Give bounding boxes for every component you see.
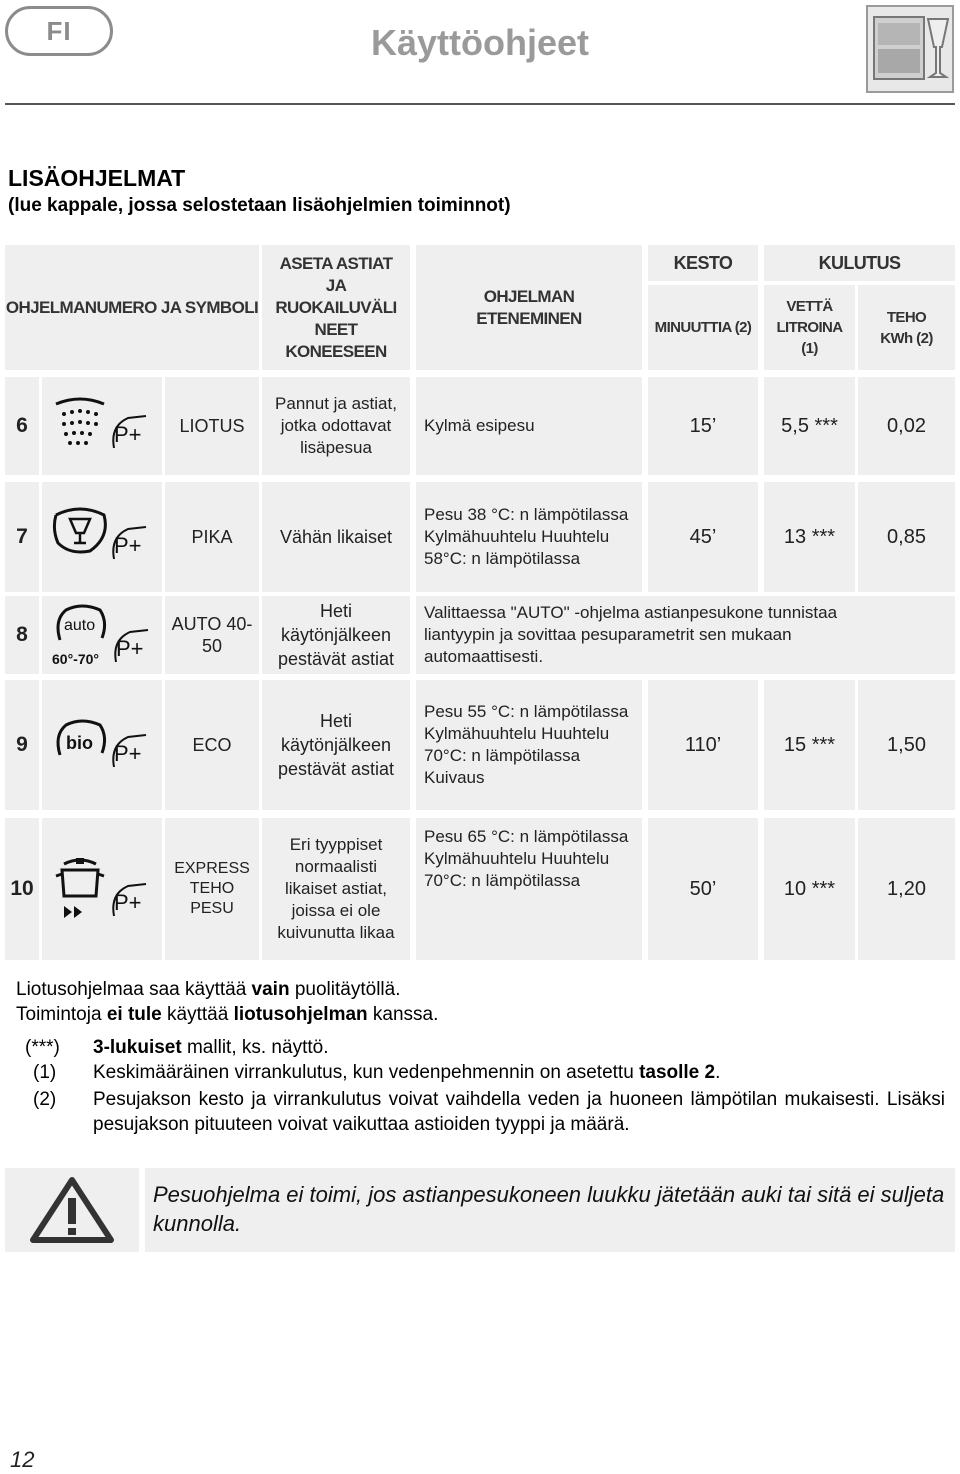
program-number: 7 <box>5 482 39 592</box>
duration-minutes: 15’ <box>648 377 758 475</box>
dishwasher-glass-illustration <box>866 5 954 93</box>
power-kwh: 0,85 <box>858 482 955 592</box>
svg-text:P+: P+ <box>114 890 142 915</box>
header-minutes: MINUUTTIA (2) <box>648 285 758 370</box>
power-kwh: 0,02 <box>858 377 955 475</box>
pot-fast-forward-icon <box>56 858 104 918</box>
program-name: LIOTUS <box>165 377 259 475</box>
warning-icon <box>5 1168 139 1252</box>
footnote-marker-stars: (***) <box>25 1037 60 1058</box>
svg-text:auto: auto <box>64 617 96 634</box>
header-program: OHJELMANUMERO JA SYMBOLI <box>5 245 259 370</box>
program-number: 8 <box>5 596 39 674</box>
language-badge: FI <box>5 6 113 56</box>
note-functions: Toimintoja ei tule käyttää liotusohjelman kanssa. <box>16 1004 439 1025</box>
footnote-marker-2: (2) <box>33 1089 57 1110</box>
auto-60-70-icon <box>52 606 105 667</box>
p-plus-icon <box>113 527 146 559</box>
bio-icon <box>58 721 105 755</box>
svg-text:60°-70°: 60°-70° <box>52 651 100 667</box>
program-name: ECO <box>165 680 259 810</box>
program-progress: Kylmä esipesu <box>416 377 642 475</box>
program-progress: Pesu 65 °C: n lämpötilassa Kylmähuuhtelu Huuhtelu 70°C: n lämpötilassa <box>416 818 642 960</box>
load-description: Heti käytönjälkeen pestävät astiat <box>262 596 410 674</box>
p-plus-icon <box>113 416 146 448</box>
document-title: Käyttöohjeet <box>370 22 590 63</box>
program-number: 9 <box>5 680 39 810</box>
program-symbol <box>42 377 162 475</box>
section-subtitle: (lue kappale, jossa selostetaan lisäohjelmien toiminnot) <box>8 195 511 216</box>
svg-text:P+: P+ <box>114 533 142 558</box>
load-description: Pannut ja astiat, jotka odottavat lisäpesua <box>262 377 410 475</box>
water-liters: 5,5 *** <box>764 377 855 475</box>
footnote-2: Pesujakson kesto ja virrankulutus voivat vaihdella veden ja huoneen lämpötilan mukaisesti. Lisäksi pesujakson pituuteen voivat vaikuttaa astioiden tyyppi ja määrä. <box>93 1089 945 1135</box>
program-name: AUTO 40-50 <box>165 596 259 674</box>
footnote-stars: 3-lukuiset mallit, ks. näyttö. <box>93 1037 329 1058</box>
power-kwh: 1,20 <box>858 818 955 960</box>
program-number: 6 <box>5 377 39 475</box>
duration-minutes: 45’ <box>648 482 758 592</box>
duration-minutes: 110’ <box>648 680 758 810</box>
header-power: TEHO KWh (2) <box>858 285 955 370</box>
program-symbol <box>42 680 162 810</box>
program-progress: Valittaessa "AUTO" -ohjelma astianpesukone tunnistaa liantyypin ja sovittaa pesuparametrit sen mukaan automaattisesti. <box>416 596 955 674</box>
page-number: 12 <box>10 1447 35 1472</box>
header-load: ASETA ASTIAT JA RUOKAILUVÄLI NEET KONEESEEN <box>262 245 410 370</box>
power-kwh: 1,50 <box>858 680 955 810</box>
program-progress: Pesu 38 °C: n lämpötilassa Kylmähuuhtelu Huuhtelu 58°C: n lämpötilassa <box>416 482 642 592</box>
note-soak-half-load: Liotusohjelmaa saa käyttää vain puolitäytöllä. <box>16 979 401 1000</box>
p-plus-icon <box>115 630 148 662</box>
svg-text:P+: P+ <box>116 636 144 661</box>
svg-text:P+: P+ <box>114 422 142 447</box>
header-duration: KESTO <box>648 245 758 281</box>
load-description: Eri tyyppiset normaalisti likaiset astiat, joissa ei ole kuivunutta likaa <box>262 818 410 960</box>
svg-text:P+: P+ <box>114 741 142 766</box>
program-name: EXPRESS TEHO PESU <box>165 818 259 960</box>
header-water: VETTÄ LITROINA (1) <box>764 285 855 370</box>
footnote-1: Keskimääräinen virrankulutus, kun vedenpehmennin on asetettu tasolle 2. <box>93 1062 721 1083</box>
header-progress: OHJELMAN ETENEMINEN <box>416 245 642 370</box>
program-name: PIKA <box>165 482 259 592</box>
load-description: Vähän likaiset <box>262 482 410 592</box>
header-divider <box>5 103 955 105</box>
water-liters: 15 *** <box>764 680 855 810</box>
p-plus-icon <box>113 735 146 767</box>
duration-minutes: 50’ <box>648 818 758 960</box>
section-title: LISÄOHJELMAT <box>8 165 186 191</box>
program-symbol <box>42 482 162 592</box>
pre-wash-shower-icon <box>56 399 104 445</box>
program-symbol <box>42 818 162 960</box>
load-description: Heti käytönjälkeen pestävät astiat <box>262 680 410 810</box>
program-symbol <box>42 596 162 674</box>
svg-text:bio: bio <box>66 733 93 753</box>
p-plus-icon <box>113 884 146 916</box>
warning-text: Pesuohjelma ei toimi, jos astianpesukoneen luukku jätetään auki tai sitä ei suljeta kunnolla. <box>145 1168 955 1252</box>
water-liters: 10 *** <box>764 818 855 960</box>
water-liters: 13 *** <box>764 482 855 592</box>
glass-icon <box>54 509 105 552</box>
program-progress: Pesu 55 °C: n lämpötilassa Kylmähuuhtelu Huuhtelu 70°C: n lämpötilassa Kuivaus <box>416 680 642 810</box>
header-consumption: KULUTUS <box>764 245 955 281</box>
footnote-marker-1: (1) <box>33 1062 57 1083</box>
program-number: 10 <box>5 818 39 960</box>
